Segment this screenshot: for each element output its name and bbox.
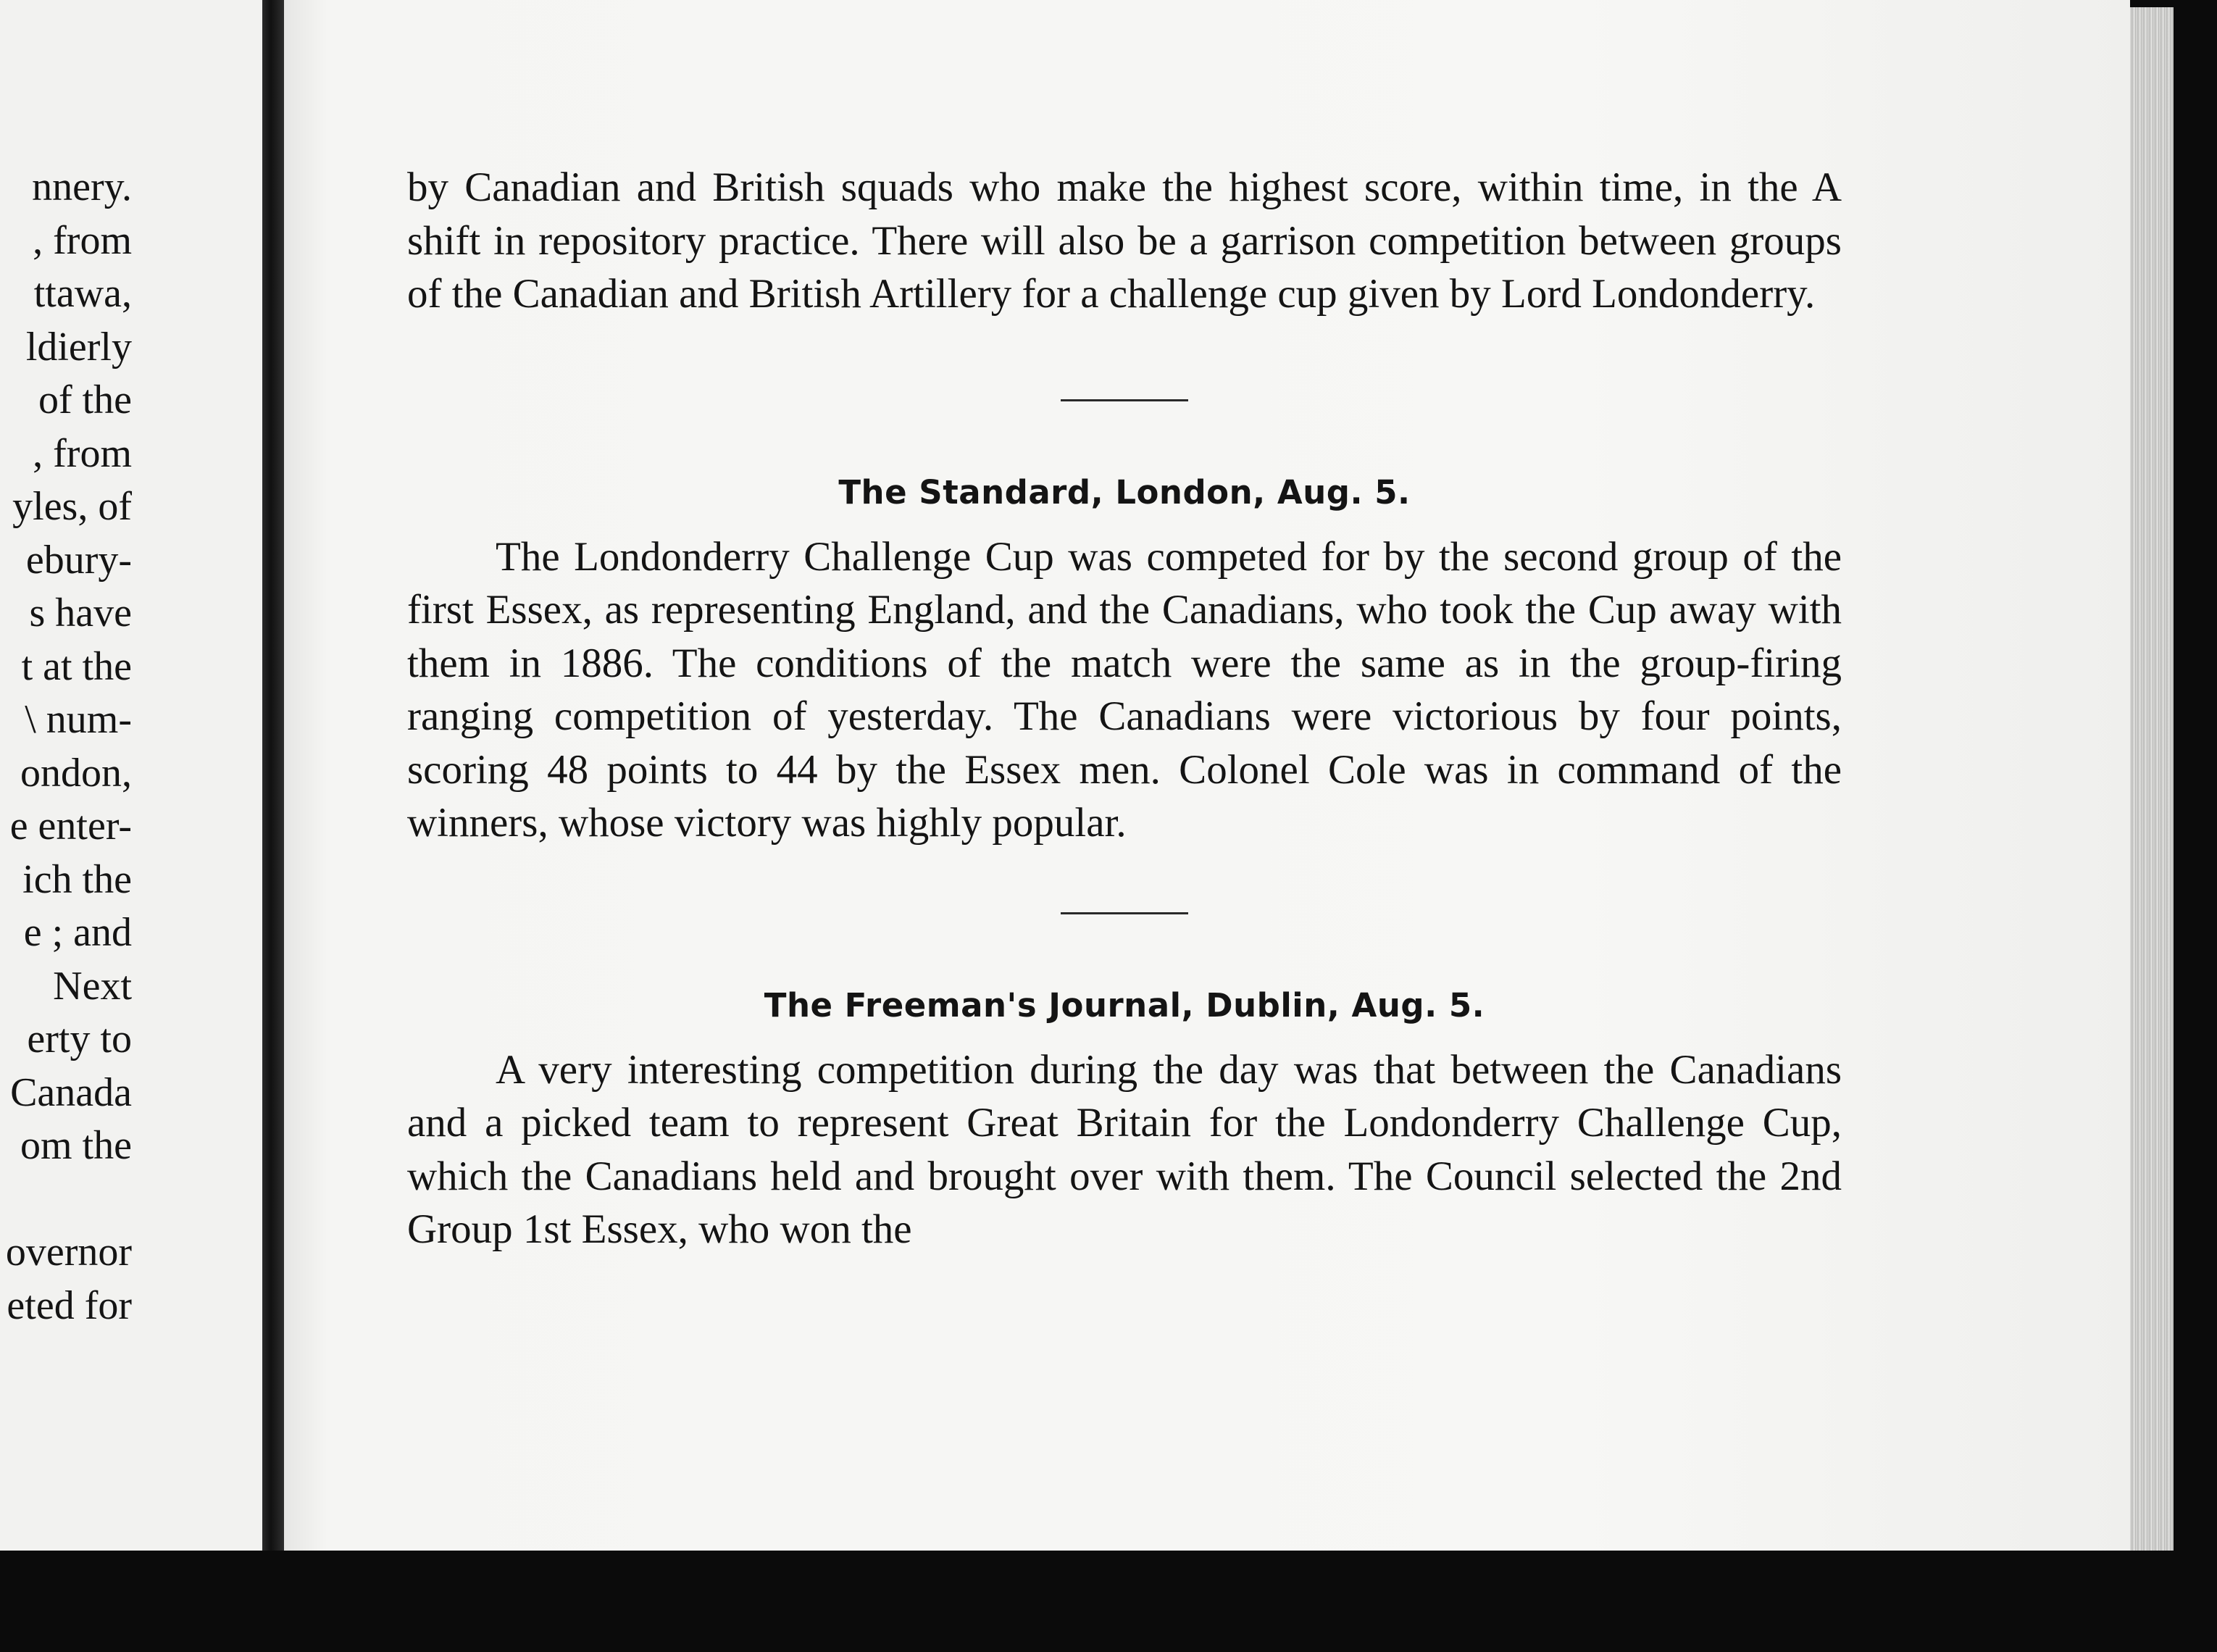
section-body-freemans-journal: A very interesting competition during the day was that between the Canadians and a picked team to represent Great Britain for the Londonderry Challenge Cup, which the Canadians held and brought over with them. The Council selected the 2nd Group 1st Essex, who won the <box>407 1046 1842 1252</box>
left-page-line: ldierly <box>25 324 132 370</box>
left-facing-page <box>0 0 262 1551</box>
section-heading-freemans-journal: The Freeman's Journal, Dublin, Aug. 5. <box>764 985 1485 1025</box>
left-page-line: e ; and <box>23 910 132 955</box>
left-page-line <box>0 1173 262 1227</box>
left-page-line: yles, of <box>12 484 132 529</box>
left-page-text <box>0 161 262 1332</box>
left-page-line: e enter- <box>9 804 132 848</box>
left-page-line: ich the <box>22 856 132 902</box>
left-page-line: eted for <box>7 1282 132 1328</box>
left-page-line: \ num- <box>25 697 132 742</box>
continuation-paragraph: by Canadian and British squads who make the highest score, within time, in the A shift in repository practice. There will also be a garrison competition between groups of the Canadian and British Artillery for a challenge cup given by Lord Londonderry. <box>407 164 1842 317</box>
left-page-line: overnor <box>5 1230 132 1275</box>
left-page-line: s have <box>29 591 132 635</box>
left-page-line: Next <box>53 963 132 1009</box>
left-page-line: t at the <box>21 643 132 689</box>
left-page-line: Canada <box>10 1069 132 1115</box>
section-heading-standard: The Standard, London, Aug. 5. <box>838 472 1411 512</box>
left-page-line: erty to <box>27 1017 132 1061</box>
scan-background <box>0 1551 2217 1652</box>
page-edge-stack <box>2130 7 2174 1594</box>
section-body-standard: The Londonderry Challenge Cup was competed for by the second group of the first Essex, as representing England, and the Canadians, who took the Cup away with them in 1886. The conditions of the match were the same as in the group-firing ranging competition of yesterday. The Canadians were victorious by four points, scoring 48 points to 44 by the Essex men. Colonel Cole was in command of the winners, whose victory was highly popular. <box>407 533 1842 846</box>
left-page-line: , from <box>33 430 132 476</box>
left-page-line: , from <box>33 217 132 263</box>
left-page-line: om the <box>20 1123 132 1168</box>
left-page-line: ondon, <box>20 750 132 796</box>
left-page-line: of the <box>38 377 132 422</box>
left-page-line: ttawa, <box>33 271 132 316</box>
left-page-line: ebury- <box>25 537 132 583</box>
right-page <box>284 0 2130 1551</box>
right-page-text <box>407 161 1842 1256</box>
left-page-line: nnery. <box>32 164 132 209</box>
book-gutter <box>262 0 284 1572</box>
